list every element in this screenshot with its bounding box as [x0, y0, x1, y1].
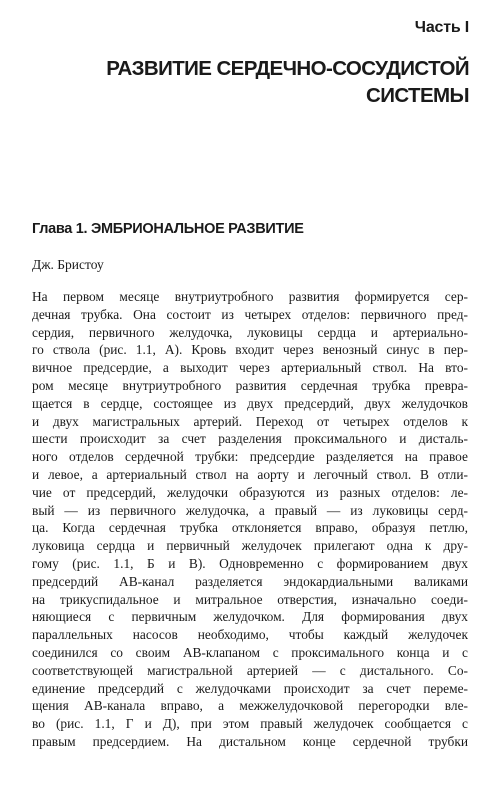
- text-line: ного отделов сердечной трубки: предсердие разделяется на правое: [32, 449, 468, 465]
- text-line: ром месяце внутриутробного развития сердечная трубка превра-: [32, 377, 468, 393]
- text-line: предсердий АВ-канал разделяется эндокардиальными валиками: [32, 573, 468, 589]
- text-line: луковица сердца и первичный желудочек прилегают одна к дру-: [32, 538, 468, 554]
- text-line: чие от предсердий, желудочки образуются из разных отделов: ле-: [32, 484, 468, 500]
- text-line: вичное предсердие, а выходит через артериальный ствол. На вто-: [32, 360, 468, 376]
- text-line: дечная трубка. Она состоит из четырех отделов: первичного пред-: [32, 306, 468, 322]
- text-line: няющиеся с первичным желудочком. Для формирования двух: [32, 609, 468, 625]
- part-label: Часть I: [414, 19, 469, 36]
- body-text: [32, 288, 468, 751]
- text-line: гому (рис. 1.1, Б и В). Одновременно с формированием двух: [32, 555, 468, 571]
- text-line: и двух магистральных артерий. Переход от четырех отделов к: [32, 413, 468, 429]
- chapter-author: Дж. Бристоу: [32, 257, 104, 272]
- text-line: во (рис. 1.1, Г и Д), при этом правый желудочек сообщается с: [32, 716, 468, 732]
- text-line: щается в сердце, состоящее из двух предсердий, двух желудочков: [32, 395, 468, 411]
- part-title-line: РАЗВИТИЕ СЕРДЕЧНО-СОСУДИСТОЙ: [106, 57, 469, 80]
- text-line: шести происходит за счет разделения проксимального и дисталь-: [32, 431, 468, 447]
- text-line: единение предсердий с желудочками происходит за счет переме-: [32, 680, 468, 696]
- chapter-title: Глава 1. ЭМБРИОНАЛЬНОЕ РАЗВИТИЕ: [32, 221, 304, 237]
- text-line: сердия, первичного желудочка, луковицы сердца и артериально-: [32, 324, 468, 340]
- text-line: соединился со своим АВ-клапаном с проксимального конца и с: [32, 644, 468, 660]
- text-line: на трикуспидальное и митральное отверстия, изначально соеди-: [32, 591, 468, 607]
- text-line: ца. Когда сердечная трубка отклоняется вправо, образуя петлю,: [32, 520, 468, 536]
- text-line: вый — из первичного желудочка, а правый — из луковицы серд-: [32, 502, 468, 518]
- part-title: [29, 55, 469, 109]
- text-line: и левое, а артериальный ствол на аорту и легочный ствол. В отли-: [32, 466, 468, 482]
- text-line: го ствола (рис. 1.1, А). Кровь входит через венозный синус в пер-: [32, 342, 468, 358]
- text-line: щения АВ-канала вправо, а межжелудочковой перегородки вле-: [32, 698, 468, 714]
- text-line: правым предсердием. На дистальном конце сердечной трубки: [32, 733, 468, 749]
- text-line: На первом месяце внутриутробного развития формируется сер-: [32, 289, 468, 304]
- text-line: соответствующей магистральной артерией — с дистального. Со-: [32, 662, 468, 678]
- text-line: параллельных насосов необходимо, чтобы каждый желудочек: [32, 627, 468, 643]
- part-title-line: СИСТЕМЫ: [366, 84, 469, 107]
